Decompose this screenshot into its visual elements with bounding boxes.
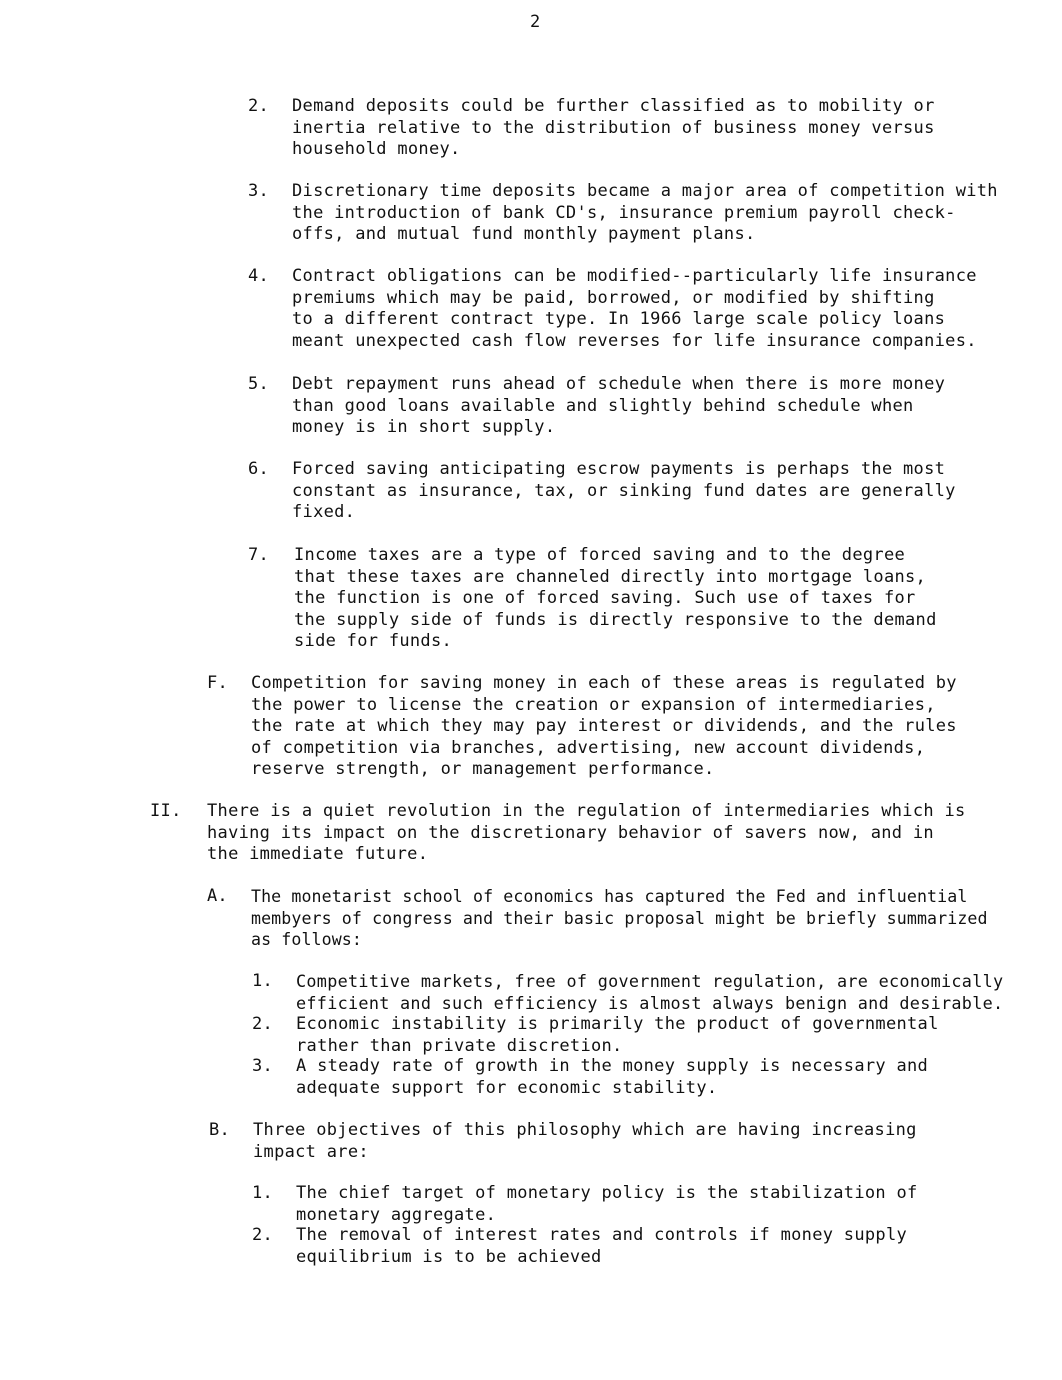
text-line: A steady rate of growth in the money supply is necessary and	[296, 1056, 929, 1076]
item-marker: A.	[207, 886, 228, 906]
text-line: reserve strength, or management performance.	[251, 759, 715, 779]
text-line: Three objectives of this philosophy which are having increasing	[253, 1120, 917, 1140]
text-line: adequate support for economic stability.	[296, 1077, 718, 1098]
text-line: the supply side of funds is directly responsive to the demand	[294, 609, 937, 630]
text-line: the function is one of forced saving. Such use of taxes for	[294, 588, 916, 608]
page-number: 2	[530, 12, 541, 32]
item-marker: 5.	[248, 374, 270, 394]
item-marker: B.	[209, 1120, 231, 1140]
text-line: offs, and mutual fund monthly payment plans.	[292, 224, 756, 244]
text-line: meant unexpected cash flow reverses for life insurance companies.	[292, 330, 977, 351]
text-line: rather than private discretion.	[296, 1035, 623, 1056]
text-line: Economic instability is primarily the product of governmental	[296, 1014, 939, 1034]
text-line: Competition for saving money in each of these areas is regulated by	[251, 673, 957, 693]
item-marker: II.	[150, 801, 182, 821]
text-line: Income taxes are a type of forced saving and to the degree	[294, 545, 906, 565]
text-line: money is in short supply.	[292, 417, 556, 437]
text-line: monetary aggregate.	[296, 1204, 497, 1225]
text-line: the rate at which they may pay interest or dividends, and the rules	[251, 716, 957, 736]
item-marker: 2.	[252, 1225, 274, 1245]
text-line: The chief target of monetary policy is the stabilization of	[296, 1183, 918, 1203]
text-line: Discretionary time deposits became a major area of competition with	[292, 181, 998, 201]
text-line: as follows:	[251, 930, 362, 949]
item-text	[296, 1056, 928, 1099]
item-text	[207, 801, 966, 866]
text-line: membyers of congress and their basic proposal might be briefly summarized	[251, 908, 988, 928]
item-text	[296, 1014, 939, 1057]
item-marker: 2.	[252, 1014, 274, 1034]
item-text	[294, 545, 937, 653]
text-line: impact are:	[253, 1141, 369, 1162]
text-line: the power to license the creation or expansion of intermediaries,	[251, 694, 936, 715]
item-marker: 7.	[248, 545, 270, 565]
text-line: Competitive markets, free of government regulation, are economically	[296, 971, 1004, 991]
text-line: that these taxes are channeled directly into mortgage loans,	[294, 566, 927, 587]
item-text	[251, 886, 988, 951]
text-line: Debt repayment runs ahead of schedule when there is more money	[292, 374, 946, 394]
text-line: There is a quiet revolution in the regulation of intermediaries which is	[207, 801, 966, 821]
text-line: having its impact on the discretionary behavior of savers now, and in	[207, 822, 934, 843]
item-marker: 3.	[248, 181, 270, 201]
text-line: The removal of interest rates and controls if money supply	[296, 1225, 908, 1245]
item-text	[292, 374, 945, 439]
text-line: of competition via branches, advertising, new account dividends,	[251, 737, 926, 758]
text-line: equilibrium is to be achieved	[296, 1246, 602, 1267]
text-line: Demand deposits could be further classified as to mobility or	[292, 96, 935, 116]
item-text	[292, 96, 935, 161]
item-text	[253, 1120, 917, 1163]
item-text	[296, 971, 1003, 1014]
text-line: premiums which may be paid, borrowed, or modified by shifting	[292, 287, 935, 308]
text-line: side for funds.	[294, 631, 453, 651]
item-text	[292, 459, 956, 524]
text-line: efficient and such efficiency is almost always benign and desirable.	[296, 992, 1004, 1013]
text-line: The monetarist school of economics has captured the Fed and influential	[251, 887, 968, 906]
text-line: constant as insurance, tax, or sinking fund dates are generally	[292, 480, 956, 501]
item-text	[251, 673, 957, 781]
text-line: inertia relative to the distribution of business money versus	[292, 117, 935, 138]
text-line: the immediate future.	[207, 844, 429, 864]
text-line: fixed.	[292, 502, 356, 522]
text-line: Forced saving anticipating escrow payments is perhaps the most	[292, 459, 946, 479]
item-marker: 2.	[248, 96, 270, 116]
item-marker: 3.	[252, 1056, 274, 1076]
item-marker: 1.	[252, 971, 274, 991]
text-line: to a different contract type. In 1966 large scale policy loans	[292, 309, 946, 329]
item-text	[296, 1225, 907, 1268]
item-text	[292, 266, 977, 352]
text-line: than good loans available and slightly behind schedule when	[292, 395, 914, 416]
text-line: the introduction of bank CD's, insurance premium payroll check-	[292, 202, 956, 223]
item-text	[296, 1183, 918, 1226]
text-line: household money.	[292, 139, 461, 159]
text-line: Contract obligations can be modified--particularly life insurance	[292, 266, 977, 286]
item-marker: F.	[207, 673, 229, 693]
item-marker: 1.	[252, 1183, 274, 1203]
item-marker: 4.	[248, 266, 270, 286]
item-text	[292, 181, 998, 246]
item-marker: 6.	[248, 459, 270, 479]
